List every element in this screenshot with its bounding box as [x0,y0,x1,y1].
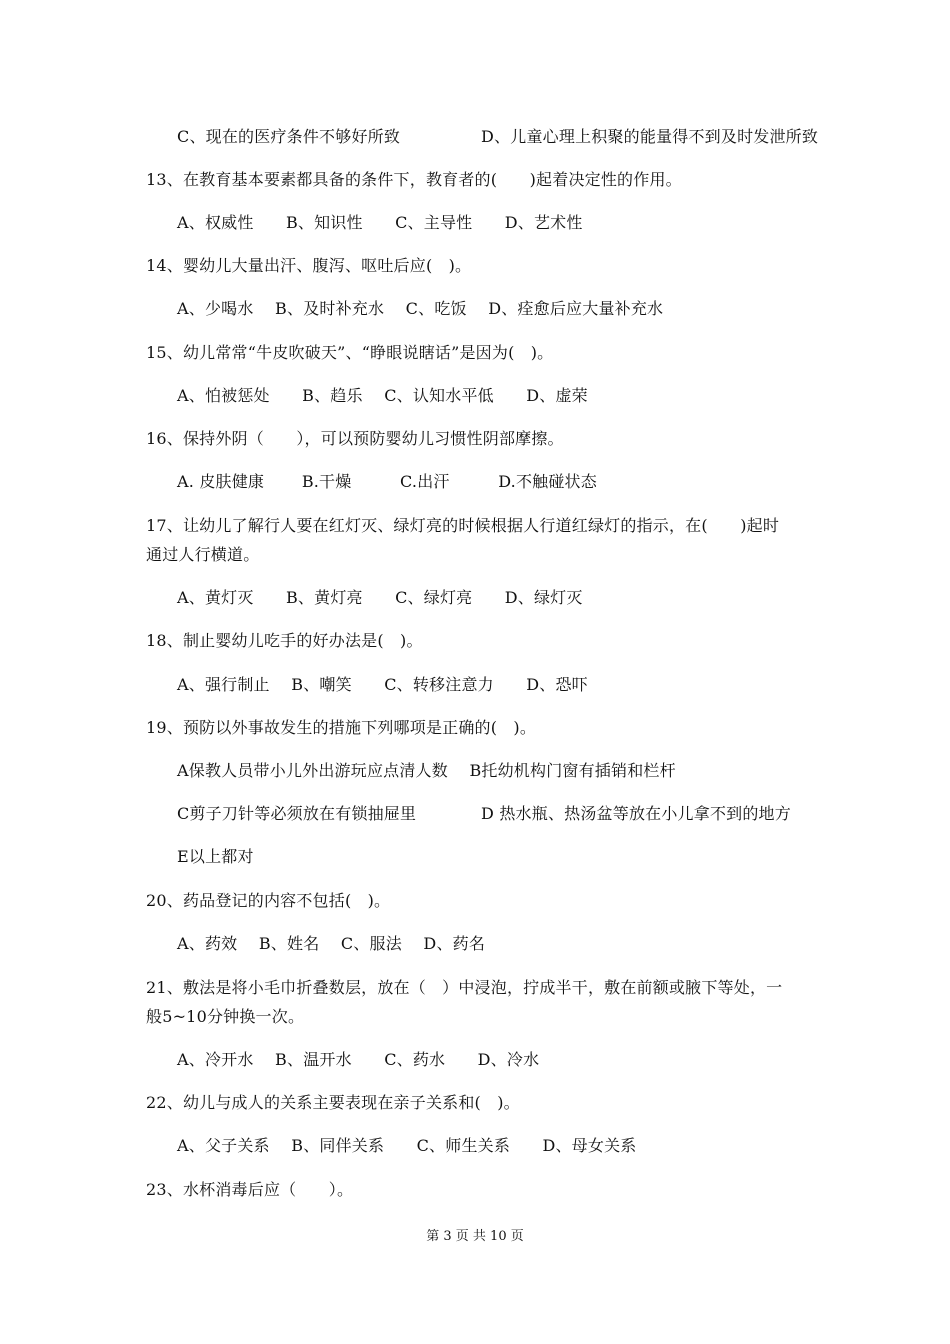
question-15: 15、幼儿常常“牛皮吹破天”、“睁眼说瞎话”是因为( )。 [146,343,554,362]
q16-options: A. 皮肤健康 B.干燥 C.出汗 D.不触碰状态 [177,472,597,491]
q14-options: A、少喝水 B、及时补充水 C、吃饭 D、痊愈后应大量补充水 [177,299,664,318]
q12-options-cd: C、现在的医疗条件不够好所致 D、儿童心理上积聚的能量得不到及时发泄所致 [177,127,819,146]
q17-options: A、黄灯灭 B、黄灯亮 C、绿灯亮 D、绿灯灭 [177,588,583,607]
q21-options: A、冷开水 B、温开水 C、药水 D、冷水 [177,1050,540,1069]
question-21-line1: 21、敷法是将小毛巾折叠数层，放在（ ）中浸泡，拧成半干，敷在前额或腋下等处，一 [146,978,783,997]
q15-options: A、怕被惩处 B、趋乐 C、认知水平低 D、虚荣 [177,386,588,405]
question-20: 20、药品登记的内容不包括( )。 [146,891,391,910]
q22-options: A、父子关系 B、同伴关系 C、师生关系 D、母女关系 [177,1136,637,1155]
q20-options: A、药效 B、姓名 C、服法 D、药名 [177,934,486,953]
q18-options: A、强行制止 B、嘲笑 C、转移注意力 D、恐吓 [177,675,588,694]
question-17-line2: 通过人行横道。 [146,545,260,564]
question-19: 19、预防以外事故发生的措施下列哪项是正确的( )。 [146,718,537,737]
q19-options-cd: C剪子刀针等必须放在有锁抽屉里 D 热水瓶、热汤盆等放在小儿拿不到的地方 [177,804,791,823]
question-18: 18、制止婴幼儿吃手的好办法是( )。 [146,631,423,650]
question-23: 23、水杯消毒后应（ ）。 [146,1180,354,1199]
question-13: 13、在教育基本要素都具备的条件下，教育者的( )起着决定性的作用。 [146,170,682,189]
page-number-footer: 第 3 页 共 10 页 [426,1229,524,1244]
question-17-line1: 17、让幼儿了解行人要在红灯灭、绿灯亮的时候根据人行道红绿灯的指示，在( )起时 [146,516,780,535]
q19-options-ab: A保教人员带小儿外出游玩应点清人数 B托幼机构门窗有插销和栏杆 [177,761,676,780]
question-14: 14、婴幼儿大量出汗、腹泻、呕吐后应( )。 [146,256,472,275]
q13-options: A、权威性 B、知识性 C、主导性 D、艺术性 [177,213,583,232]
q19-option-e: E以上都对 [177,847,254,866]
question-22: 22、幼儿与成人的关系主要表现在亲子关系和( )。 [146,1093,520,1112]
question-21-line2: 般5~10分钟换一次。 [146,1007,305,1026]
question-16: 16、保持外阴（ ），可以预防婴幼儿习惯性阴部摩擦。 [146,429,564,448]
